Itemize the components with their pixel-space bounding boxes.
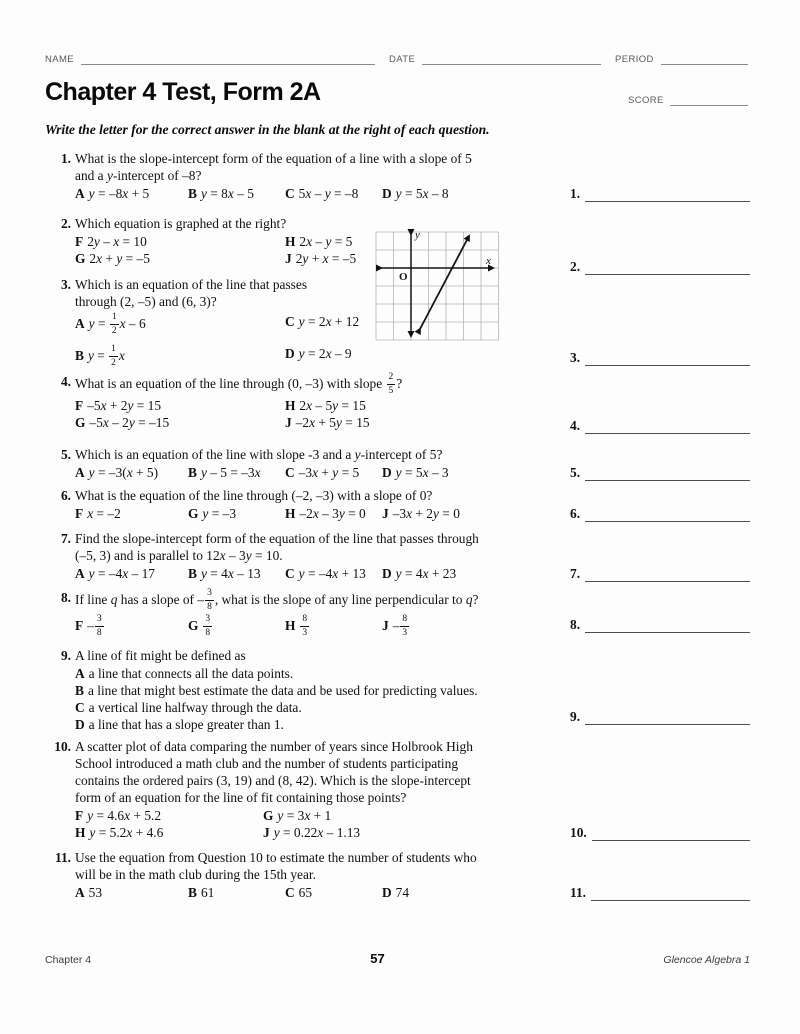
option-F xyxy=(75,505,188,522)
option-label: D xyxy=(285,346,295,361)
name-field xyxy=(45,53,375,65)
option-text: y = –4x – 17 xyxy=(88,566,155,581)
question-1 xyxy=(45,150,750,202)
question-prompt-line xyxy=(60,647,750,664)
period-label: PERIOD xyxy=(615,54,654,65)
option-text: y = 2x – 9 xyxy=(298,346,352,361)
answer-blank-1 xyxy=(570,186,750,202)
footer xyxy=(45,951,750,966)
option-C xyxy=(285,185,382,202)
option-G xyxy=(75,250,285,267)
option-J xyxy=(382,615,565,638)
answer-blank-number: 8. xyxy=(570,617,581,632)
question-prompt-text: A line of fit might be defined as xyxy=(75,648,246,663)
option-text: – $\frac{8}{3}$ xyxy=(392,614,408,638)
option-text: y = –8x + 5 xyxy=(88,186,150,201)
option-label: J xyxy=(382,506,389,521)
option-A xyxy=(75,665,750,682)
question-prompt-line xyxy=(60,588,750,612)
option-text: y = $\frac{1}{2}$ x – 6 xyxy=(88,312,146,336)
option-label: C xyxy=(75,700,85,715)
option-label: F xyxy=(75,506,84,521)
answer-blank-11 xyxy=(570,885,750,901)
option-label: H xyxy=(285,506,296,521)
answer-options xyxy=(75,615,565,638)
question-prompt-text: Which equation is graphed at the right? xyxy=(75,216,287,231)
footer-book-title: Glencoe Algebra 1 xyxy=(663,954,750,966)
answer-options xyxy=(75,464,565,481)
option-text: a line that might best estimate the data and be used for predicting values. xyxy=(87,683,478,698)
option-text: –2x – 3y = 0 xyxy=(299,506,366,521)
answer-blank-line xyxy=(585,261,750,275)
question-number: 1. xyxy=(60,151,71,166)
option-label: C xyxy=(285,566,295,581)
option-J xyxy=(382,505,565,522)
question-number: 9. xyxy=(60,648,71,663)
option-text: y = 5x – 8 xyxy=(395,186,449,201)
option-label: G xyxy=(75,251,86,266)
question-prompt-line xyxy=(54,738,750,755)
question-prompt-line xyxy=(75,167,750,184)
question-number: 8. xyxy=(60,590,71,605)
question-prompt-text: through (2, –5) and (6, 3)? xyxy=(75,294,217,309)
page-title: Chapter 4 Test, Form 2A xyxy=(45,78,321,106)
option-label: F xyxy=(75,808,84,823)
question-number: 7. xyxy=(60,531,71,546)
option-label: B xyxy=(75,347,84,363)
question-number: 4. xyxy=(60,374,71,389)
option-text: y = 4x – 13 xyxy=(200,566,261,581)
score-label: SCORE xyxy=(628,95,664,106)
option-B xyxy=(188,884,285,901)
option-text: 2x – 5y = 15 xyxy=(299,398,366,413)
option-H xyxy=(285,505,382,522)
answer-blank-6 xyxy=(570,506,750,522)
option-D xyxy=(382,464,565,481)
option-text: 2y + x = –5 xyxy=(295,251,357,266)
questions-list xyxy=(45,150,750,901)
option-text: 5x – y = –8 xyxy=(298,186,359,201)
option-label: F xyxy=(75,617,84,633)
option-A xyxy=(75,313,285,336)
option-text: y = –3(x + 5) xyxy=(88,465,159,480)
answer-blank-number: 7. xyxy=(570,566,581,581)
question-prompt-text: What is an equation of the line through (0, –3) with slope $\frac{2}{5}$ ? xyxy=(75,372,403,396)
answer-blank-number: 2. xyxy=(570,259,581,274)
option-text: 53 xyxy=(88,885,103,900)
answer-options xyxy=(75,505,565,522)
question-number: 2. xyxy=(60,216,71,231)
graph-axes xyxy=(381,234,493,336)
option-label: J xyxy=(263,825,270,840)
question-number: 6. xyxy=(60,488,71,503)
option-text: – $\frac{3}{8}$ xyxy=(87,614,102,638)
question-prompt-text: Find the slope-intercept form of the equation of the line that passes through xyxy=(75,531,479,546)
option-G xyxy=(188,505,285,522)
question-prompt-line xyxy=(60,487,750,504)
answer-blank-number: 1. xyxy=(570,186,581,201)
option-text: a line that connects all the data points. xyxy=(88,666,294,681)
option-label: D xyxy=(75,717,85,732)
graph-svg xyxy=(373,226,503,344)
question-prompt-text: (–5, 3) and is parallel to 12x – 3y = 10. xyxy=(75,548,283,563)
instructions-text: Write the letter for the correct answer in the blank at the right of each question. xyxy=(45,122,490,137)
option-label: H xyxy=(285,234,296,249)
option-label: F xyxy=(75,398,84,413)
option-text: y = 4.6x + 5.2 xyxy=(87,808,162,823)
option-label: B xyxy=(75,683,84,698)
answer-blank-3 xyxy=(570,350,750,366)
option-text: y = 5x – 3 xyxy=(395,465,449,480)
name-blank-line xyxy=(81,53,375,65)
question-prompt-text: Which is an equation of the line that passes xyxy=(75,277,308,292)
question-prompt-text: and a y-intercept of –8? xyxy=(75,168,202,183)
option-F xyxy=(75,397,285,414)
option-label: B xyxy=(188,885,197,900)
option-D xyxy=(382,185,565,202)
option-label: F xyxy=(75,234,84,249)
option-text: y = $\frac{1}{2}$ x xyxy=(87,344,125,368)
date-blank-line xyxy=(422,53,601,65)
option-H xyxy=(285,397,515,414)
question-prompt-line xyxy=(75,547,750,564)
option-label: G xyxy=(263,808,274,823)
option-label: C xyxy=(285,885,295,900)
option-text: y = 3x + 1 xyxy=(277,808,332,823)
answer-blank-line xyxy=(585,188,750,202)
answer-blank-number: 11. xyxy=(570,885,586,900)
answer-blank-line xyxy=(585,420,750,434)
option-label: C xyxy=(285,465,295,480)
option-text: –2x + 5y = 15 xyxy=(295,415,370,430)
footer-page-number: 57 xyxy=(370,951,385,966)
option-A xyxy=(75,185,188,202)
option-H xyxy=(285,615,382,638)
option-D xyxy=(382,884,565,901)
option-text: y = 8x – 5 xyxy=(200,186,254,201)
option-D xyxy=(382,565,565,582)
graph-y-axis-label: y xyxy=(415,229,420,241)
option-label: J xyxy=(285,251,292,266)
option-G xyxy=(263,807,515,824)
option-F xyxy=(75,233,285,250)
question-11 xyxy=(45,849,750,901)
option-J xyxy=(263,824,515,841)
answer-blank-number: 3. xyxy=(570,350,581,365)
question-prompt-line xyxy=(75,789,750,806)
option-text: x = –2 xyxy=(87,506,121,521)
question-8 xyxy=(45,589,750,638)
answer-blank-line xyxy=(585,711,750,725)
option-label: A xyxy=(75,465,85,480)
answer-options xyxy=(75,185,565,202)
option-label: A xyxy=(75,315,85,331)
option-C xyxy=(285,884,382,901)
option-A xyxy=(75,464,188,481)
name-label: NAME xyxy=(45,54,75,65)
option-label: J xyxy=(382,617,389,633)
answer-blank-7 xyxy=(570,566,750,582)
question-prompt-text: form of an equation for the line of fit containing those points? xyxy=(75,790,407,805)
option-text: y = 5.2x + 4.6 xyxy=(89,825,164,840)
option-B xyxy=(188,565,285,582)
option-text: 61 xyxy=(200,885,215,900)
option-text: y = 2x + 12 xyxy=(298,314,360,329)
score-field xyxy=(628,94,748,106)
option-label: J xyxy=(285,415,292,430)
option-A xyxy=(75,565,188,582)
question-prompt-line xyxy=(75,866,750,883)
option-label: D xyxy=(382,465,392,480)
question-prompt-line xyxy=(60,150,750,167)
option-label: D xyxy=(382,566,392,581)
answer-blank-8 xyxy=(570,617,750,633)
option-label: B xyxy=(188,566,197,581)
answer-options xyxy=(75,884,565,901)
question-number: 3. xyxy=(60,277,71,292)
question-5 xyxy=(45,446,750,481)
option-text: y = 4x + 23 xyxy=(395,566,457,581)
question-prompt-line xyxy=(60,372,750,396)
option-label: A xyxy=(75,186,85,201)
graph-origin-label: O xyxy=(399,271,408,283)
option-G xyxy=(75,414,285,431)
option-C xyxy=(285,464,382,481)
option-label: G xyxy=(188,617,199,633)
question-prompt-text: will be in the math club during the 15th year. xyxy=(75,867,316,882)
option-label: A xyxy=(75,666,85,681)
answer-options xyxy=(75,397,515,431)
question-prompt-line xyxy=(60,446,750,463)
option-label: G xyxy=(75,415,86,430)
option-text: 2x + y = –5 xyxy=(89,251,150,266)
option-label: C xyxy=(285,314,295,329)
option-A xyxy=(75,884,188,901)
option-text: a line that has a slope greater than 1. xyxy=(88,717,284,732)
answer-blank-number: 6. xyxy=(570,506,581,521)
answer-blank-line xyxy=(585,568,750,582)
answer-blank-line xyxy=(592,827,750,841)
option-label: C xyxy=(285,186,295,201)
option-text: 2x – y = 5 xyxy=(299,234,353,249)
question-number: 11. xyxy=(55,850,71,865)
option-text: y – 5 = –3x xyxy=(200,465,261,480)
option-text: –5x – 2y = –15 xyxy=(89,415,170,430)
answer-blank-line xyxy=(585,619,750,633)
option-label: H xyxy=(75,825,86,840)
option-label: G xyxy=(188,506,199,521)
question-prompt-text: Use the equation from Question 10 to estimate the number of students who xyxy=(75,850,477,865)
option-text: a vertical line halfway through the data. xyxy=(88,700,302,715)
question-10 xyxy=(45,738,750,841)
option-J xyxy=(285,414,515,431)
option-text: –3x + 2y = 0 xyxy=(392,506,460,521)
period-blank-line xyxy=(661,53,748,65)
question-4 xyxy=(45,373,750,431)
coordinate-graph xyxy=(373,226,503,344)
date-label: DATE xyxy=(389,54,416,65)
option-text: $\frac{3}{8}$ xyxy=(205,614,211,638)
option-label: D xyxy=(382,885,392,900)
option-text: y = 0.22x – 1.13 xyxy=(273,825,361,840)
answer-blank-number: 4. xyxy=(570,418,581,433)
answer-blank-number: 9. xyxy=(570,709,581,724)
question-prompt-text: If line q has a slope of – $\frac{3}{8}$ , what is the slope of any line perpendicular to q? xyxy=(75,588,479,612)
graph-grid xyxy=(376,232,499,340)
question-prompt-text: contains the ordered pairs (3, 19) and (8, 42). Which is the slope-intercept xyxy=(75,773,471,788)
option-B xyxy=(75,345,285,368)
option-text: 74 xyxy=(395,885,410,900)
option-H xyxy=(75,824,263,841)
answer-blank-line xyxy=(591,887,750,901)
question-prompt-text: Which is an equation of the line with slope -3 and a y-intercept of 5? xyxy=(75,447,443,462)
option-text: –5x + 2y = 15 xyxy=(87,398,162,413)
answer-blank-line xyxy=(585,467,750,481)
footer-chapter: Chapter 4 xyxy=(45,954,92,966)
answer-blank-5 xyxy=(570,465,750,481)
answer-blank-number: 10. xyxy=(570,825,587,840)
option-text: $\frac{8}{3}$ xyxy=(302,614,308,638)
answer-options xyxy=(75,565,565,582)
option-D xyxy=(285,345,515,368)
answer-blank-9 xyxy=(570,709,750,725)
question-prompt-text: School introduced a math club and the number of students participating xyxy=(75,756,459,771)
option-label: B xyxy=(188,465,197,480)
answer-blank-line xyxy=(585,352,750,366)
score-blank-line xyxy=(670,94,748,106)
answer-options xyxy=(75,807,515,841)
option-G xyxy=(188,615,285,638)
question-prompt-text: What is the equation of the line through (–2, –3) with a slope of 0? xyxy=(75,488,433,503)
question-prompt-line xyxy=(60,530,750,547)
answer-blank-2 xyxy=(570,259,750,275)
question-prompt-line xyxy=(55,849,750,866)
option-label: B xyxy=(188,186,197,201)
question-number: 10. xyxy=(54,739,71,754)
header-fields xyxy=(45,53,748,65)
option-B xyxy=(188,464,285,481)
question-6 xyxy=(45,487,750,522)
option-text: –3x + y = 5 xyxy=(298,465,360,480)
question-prompt-line xyxy=(75,755,750,772)
option-text: y = –4x + 13 xyxy=(298,566,366,581)
option-text: y = –3 xyxy=(202,506,237,521)
option-F xyxy=(75,807,263,824)
option-text: 2y – x = 10 xyxy=(87,234,147,249)
option-label: H xyxy=(285,398,296,413)
answer-blank-line xyxy=(585,508,750,522)
period-field xyxy=(615,53,748,65)
option-F xyxy=(75,615,188,638)
question-7 xyxy=(45,530,750,582)
date-field xyxy=(389,53,601,65)
question-prompt-text: What is the slope-intercept form of the equation of a line with a slope of 5 xyxy=(75,151,472,166)
answer-blank-4 xyxy=(570,418,750,434)
graph-x-axis-label: x xyxy=(486,255,491,267)
question-prompt-line xyxy=(75,772,750,789)
option-label: A xyxy=(75,885,85,900)
question-number: 5. xyxy=(60,447,71,462)
question-prompt-text: A scatter plot of data comparing the number of years since Holbrook High xyxy=(75,739,473,754)
option-label: A xyxy=(75,566,85,581)
option-label: D xyxy=(382,186,392,201)
option-B xyxy=(75,682,750,699)
answer-blank-number: 5. xyxy=(570,465,581,480)
option-label: H xyxy=(285,617,296,633)
answer-blank-10 xyxy=(570,825,750,841)
option-text: 65 xyxy=(298,885,313,900)
question-9 xyxy=(45,647,750,733)
option-B xyxy=(188,185,285,202)
option-C xyxy=(285,565,382,582)
